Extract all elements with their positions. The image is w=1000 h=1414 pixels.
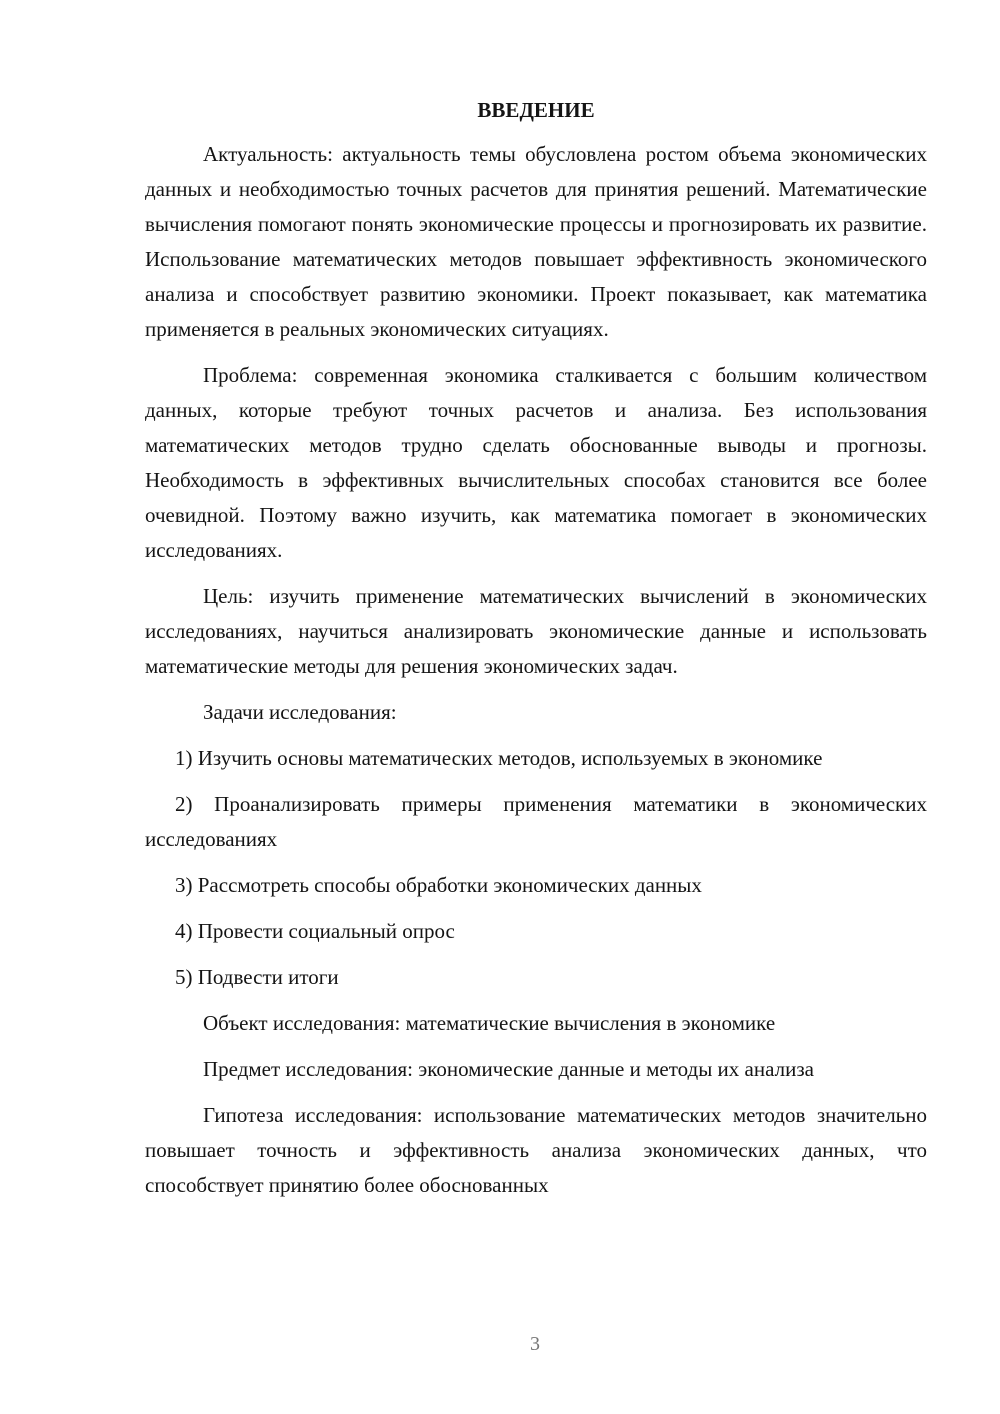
task-item-1: 1) Изучить основы математических методов, используемых в экономике xyxy=(175,746,823,770)
tasks-title: Задачи исследования: xyxy=(203,700,397,724)
paragraph-object: Объект исследования: математические вычисления в экономике xyxy=(203,1011,776,1035)
paragraph-goal: Цель: изучить применение математических вычислений в экономических исследованиях, научиться анализировать экономические данные и использовать математические методы для решения экономических задач. xyxy=(145,584,927,678)
section-heading: ВВЕДЕНИЕ xyxy=(477,98,595,122)
paragraph-subject: Предмет исследования: экономические данные и методы их анализа xyxy=(203,1057,814,1081)
task-item-2: 2) Проанализировать примеры применения математики в экономических исследованиях xyxy=(145,792,927,851)
page-number: 3 xyxy=(530,1333,540,1355)
task-item-3: 3) Рассмотреть способы обработки экономических данных xyxy=(175,873,702,897)
paragraph-problem: Проблема: современная экономика сталкивается с большим количеством данных, которые требуют точных расчетов и анализа. Без использования математических методов трудно сделать обоснованные выводы и прогнозы. Необходимость в эффективных вычислительных способах становится все более очевидной. Поэтому важно изучить, как математика помогает в экономических исследованиях. xyxy=(145,363,927,562)
task-item-4: 4) Провести социальный опрос xyxy=(175,919,455,943)
page-content xyxy=(145,95,927,1203)
paragraph-actuality: Актуальность: актуальность темы обусловлена ростом объема экономических данных и необходимостью точных расчетов для принятия решений. Математические вычисления помогают понять экономические процессы и прогнозировать их развитие. Использование математических методов повышает эффективность экономического анализа и способствует развитию экономики. Проект показывает, как математика применяется в реальных экономических ситуациях. xyxy=(145,142,927,341)
task-item-5: 5) Подвести итоги xyxy=(175,965,339,989)
paragraph-hypothesis: Гипотеза исследования: использование математических методов значительно повышает точность и эффективность анализа экономических данных, что способствует принятию более обоснованных xyxy=(145,1103,927,1197)
